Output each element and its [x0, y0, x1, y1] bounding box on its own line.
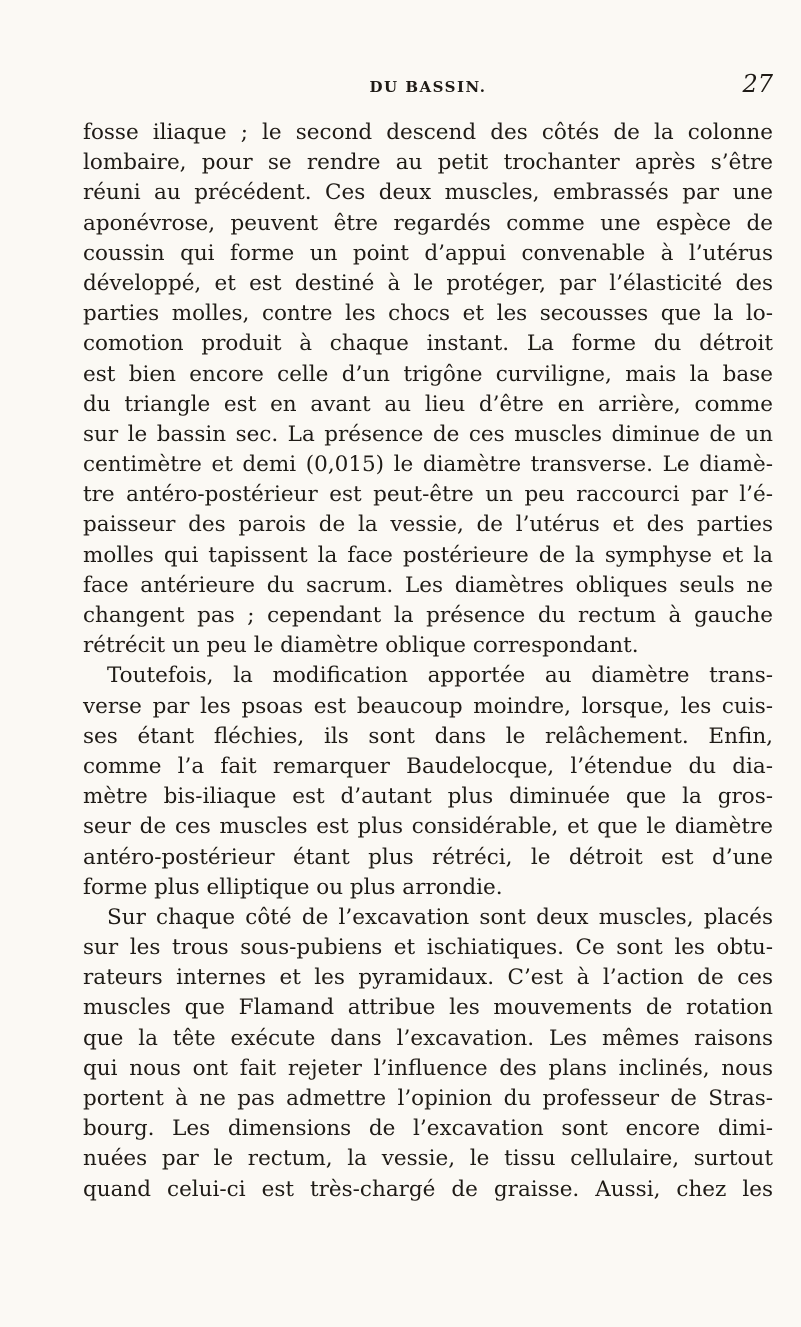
text-line: centimètre et demi (0,015) le diamètre transverse. Le diamè-	[83, 452, 773, 478]
text-line: seur de ces muscles est plus considérable, et que le diamètre	[83, 814, 773, 840]
running-head: DU BASSIN.	[369, 78, 487, 96]
text-line: que la tête exécute dans l’excavation. Les mêmes raisons	[83, 1025, 773, 1051]
page-header	[83, 70, 773, 106]
text-line: changent pas ; cependant la présence du rectum à gauche	[83, 603, 773, 628]
text-line: parties molles, contre les chocs et les secousses que la lo-	[83, 301, 773, 327]
text-line: lombaire, pour se rendre au petit trochanter après s’être	[83, 150, 773, 176]
text-line: rateurs internes et les pyramidaux. C’est à l’action de ces	[83, 965, 773, 991]
text-line: sur le bassin sec. La présence de ces muscles diminue de un	[83, 421, 773, 447]
text-line: Sur chaque côté de l’excavation sont deux muscles, placés	[107, 904, 773, 930]
text-line: muscles que Flamand attribue les mouvements de rotation	[83, 995, 773, 1021]
text-line: verse par les psoas est beaucoup moindre, lorsque, les cuis-	[83, 693, 773, 719]
body-text	[83, 118, 773, 1205]
text-line: sur les trous sous-pubiens et ischiatiques. Ce sont les obtu-	[83, 935, 773, 961]
text-line: tre antéro-postérieur est peut-être un peu raccourci par l’é-	[83, 482, 773, 508]
text-line: face antérieure du sacrum. Les diamètres obliques seuls ne	[83, 572, 773, 598]
text-line: quand celui-ci est très-chargé de graisse. Aussi, chez les	[83, 1176, 773, 1202]
text-line: comotion produit à chaque instant. La forme du détroit	[83, 331, 773, 357]
text-line: est bien encore celle d’un trigône curviligne, mais la base	[83, 361, 773, 387]
page-number: 27	[742, 70, 773, 98]
text-line: rétrécit un peu le diamètre oblique correspondant.	[83, 633, 639, 659]
text-line: bourg. Les dimensions de l’excavation sont encore dimi-	[83, 1116, 773, 1142]
text-line: paisseur des parois de la vessie, de l’utérus et des parties	[83, 512, 773, 538]
text-line: qui nous ont fait rejeter l’influence des plans inclinés, nous	[83, 1055, 773, 1081]
text-line: coussin qui forme un point d’appui convenable à l’utérus	[83, 240, 773, 266]
text-line: Toutefois, la modification apportée au diamètre trans-	[107, 663, 773, 689]
text-line: molles qui tapissent la face postérieure de la symphyse et la	[83, 542, 773, 568]
text-line: mètre bis-iliaque est d’autant plus diminuée que la gros-	[83, 784, 773, 810]
text-line: développé, et est destiné à le protéger, par l’élasticité des	[83, 270, 773, 296]
text-line: fosse iliaque ; le second descend des côtés de la colonne	[83, 120, 773, 145]
text-line: antéro-postérieur étant plus rétréci, le détroit est d’une	[83, 844, 773, 870]
text-line: ses étant fléchies, ils sont dans le relâchement. Enfin,	[83, 723, 773, 749]
text-line: du triangle est en avant au lieu d’être en arrière, comme	[83, 391, 773, 417]
text-line: portent à ne pas admettre l’opinion du professeur de Stras-	[83, 1086, 773, 1111]
text-line: aponévrose, peuvent être regardés comme une espèce de	[83, 210, 773, 236]
text-line: nuées par le rectum, la vessie, le tissu cellulaire, surtout	[83, 1146, 773, 1172]
text-line: comme l’a fait remarquer Baudelocque, l’étendue du dia-	[83, 753, 773, 779]
text-line: réuni au précédent. Ces deux muscles, embrassés par une	[83, 180, 773, 206]
text-line: forme plus elliptique ou plus arrondie.	[83, 874, 503, 900]
